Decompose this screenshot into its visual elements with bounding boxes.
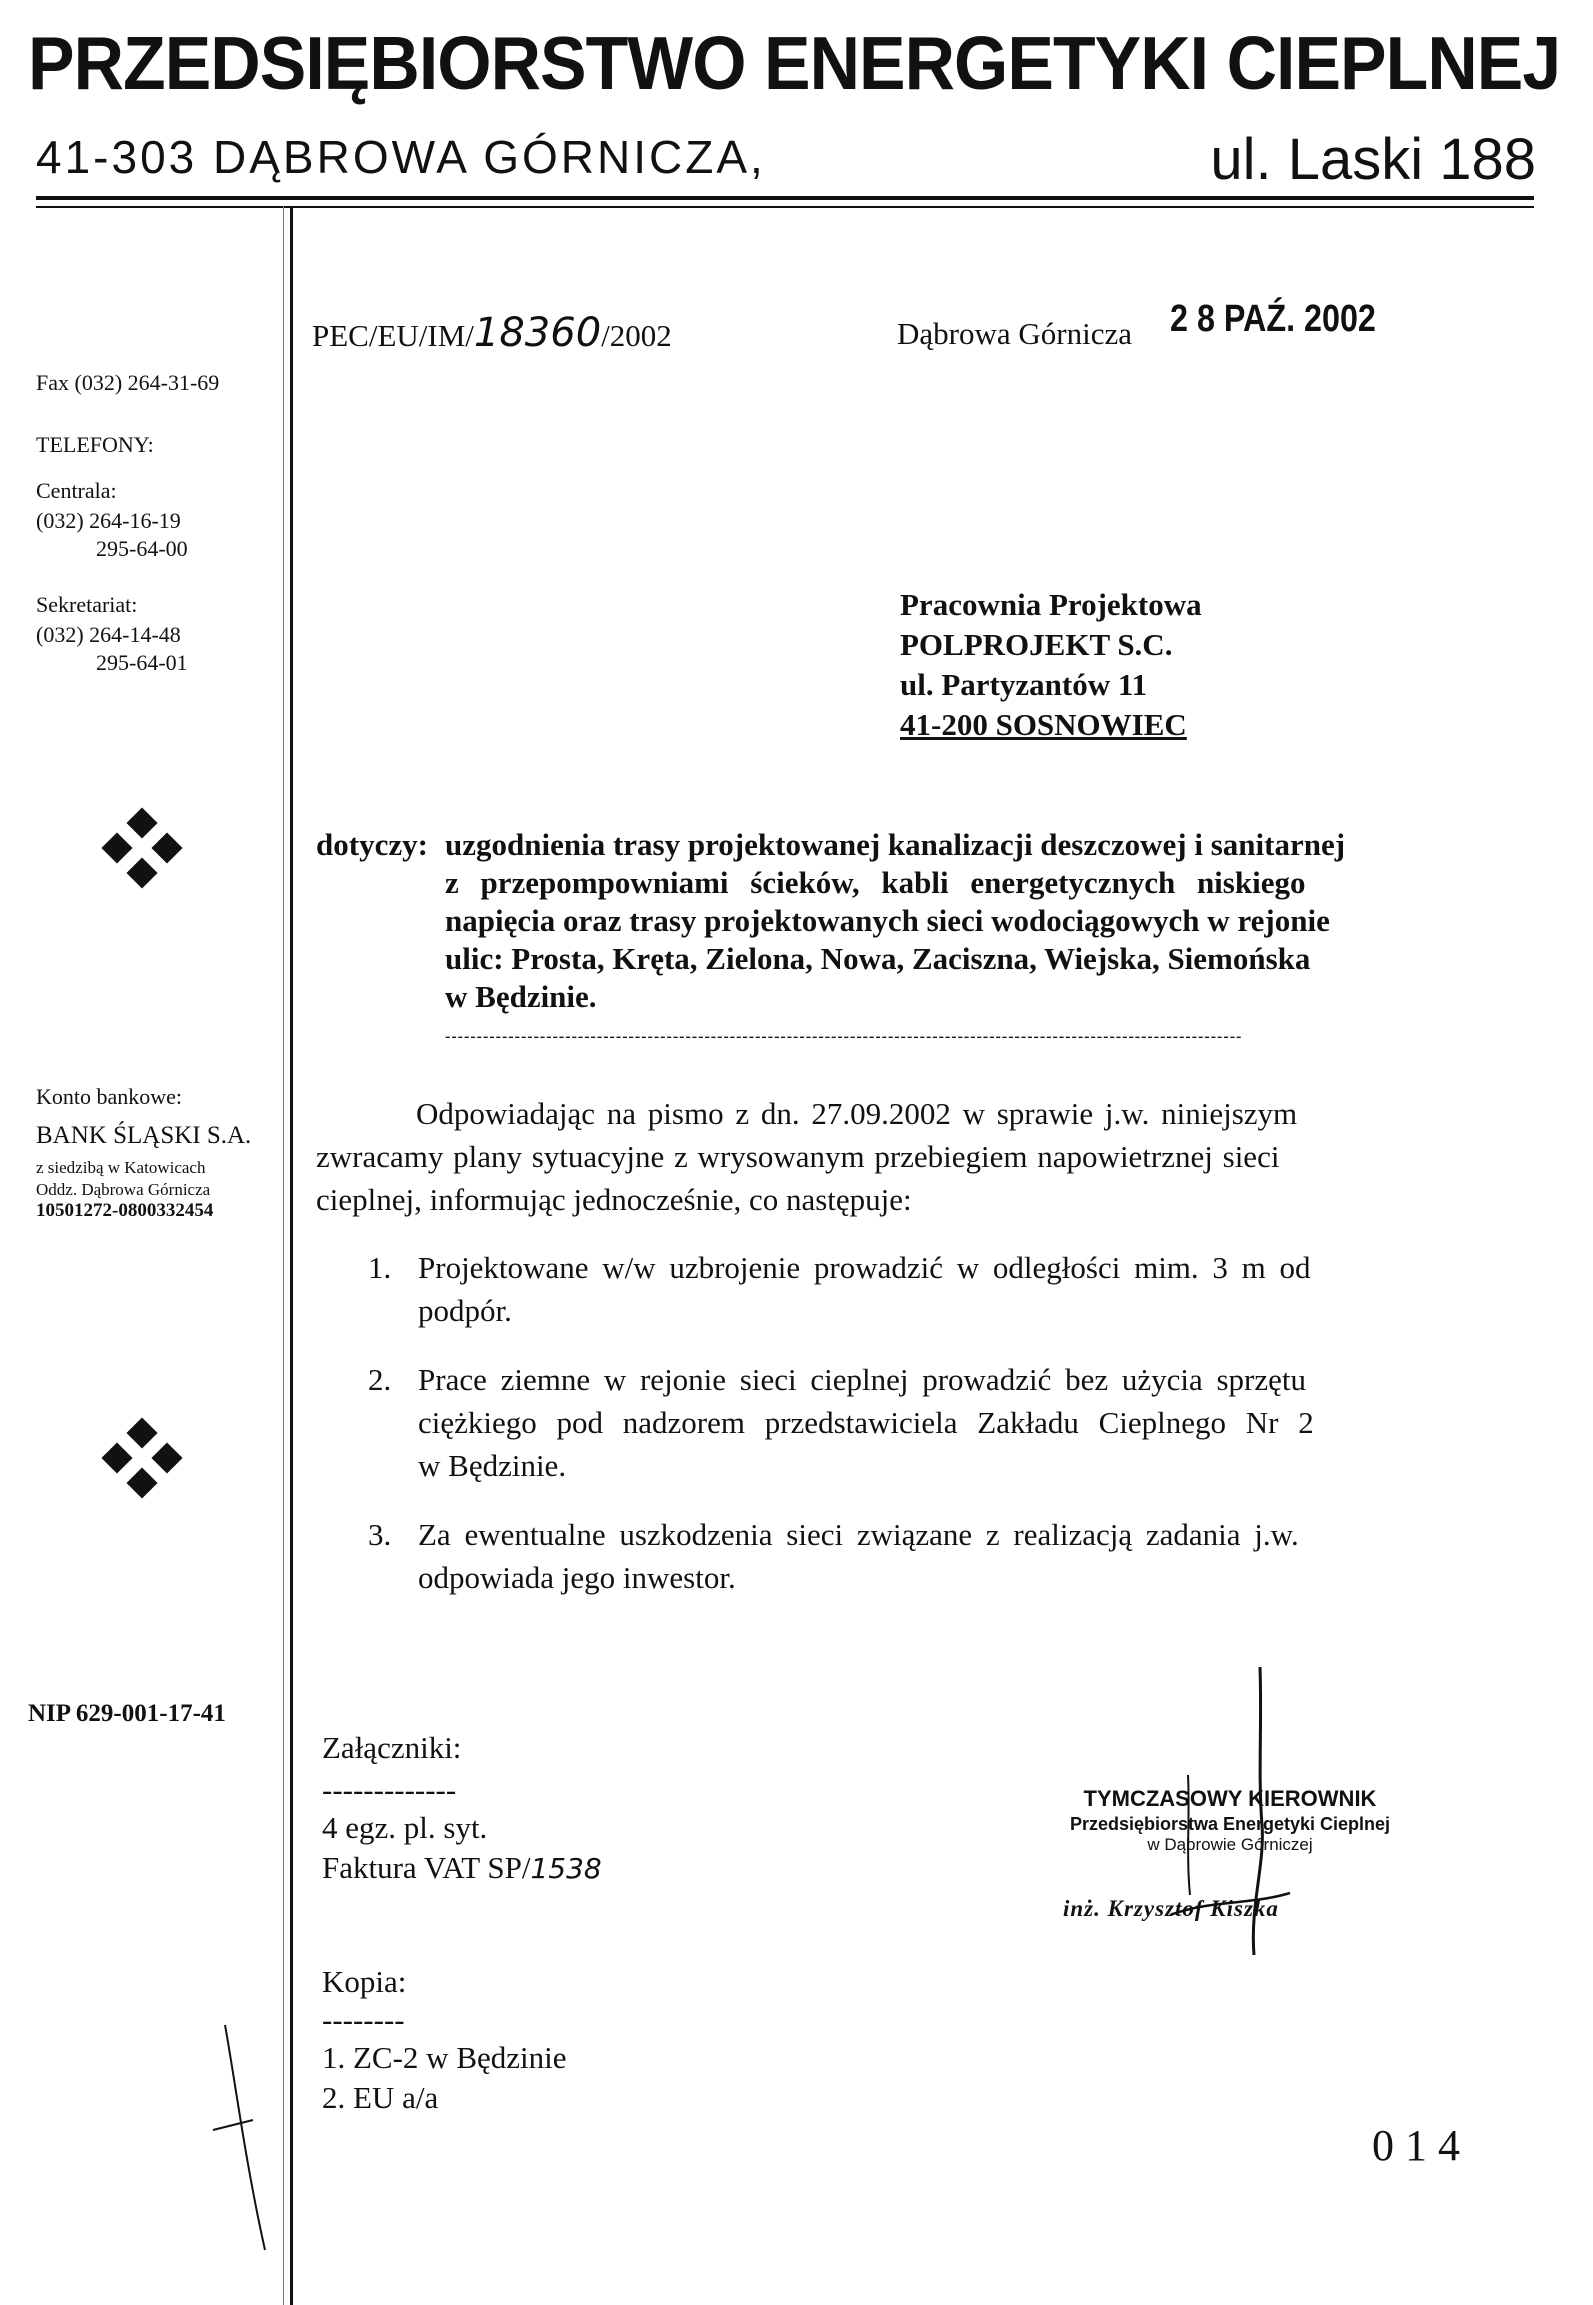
company-name: PRZEDSIĘBIORSTWO ENERGETYKI CIEPLNEJ [28,21,1561,105]
attachment-item: 4 egz. pl. syt. [322,1810,488,1845]
header-rule-thin [36,206,1534,208]
company-address [36,127,1536,200]
bank-label: Konto bankowe: [36,1084,183,1109]
header-rule [36,196,1534,200]
diamond-ornament [98,806,186,894]
list-item: 3. Za ewentualne uszkodzenia sieci związane z realizacją zadania j.w. odpowiada jego inwestor. [368,1517,1299,1595]
bank-seat: z siedzibą w Katowicach [36,1158,206,1177]
attachments-label: Załączniki: [322,1730,462,1765]
secretariat-phone-2: 295-64-01 [96,650,188,675]
bank-name: BANK ŚLĄSKI S.A. [36,1122,252,1149]
body-paragraph: Odpowiadając na pismo z dn. 27.09.2002 w sprawie j.w. niniejszym zwracamy plany sytuacyjne z wrysowanym przebiegiem napowietrznej sieci cieplnej, informując jednocześnie, co następuje: [316,1096,1298,1217]
copies-separator: -------- [322,2002,405,2037]
subject-label: dotyczy: [316,827,428,862]
bank-branch: Oddz. Dąbrowa Górnicza [36,1180,211,1199]
letter-place: Dąbrowa Górnicza [897,316,1132,351]
reference-handwritten: 18360 [473,310,602,356]
signatory-name: inż. Krzysztof Kiszka [1063,1896,1279,1921]
list-item: 2. Prace ziemne w rejonie sieci cieplnej prowadzić bez użycia sprzętu ciężkiego pod nadzorem przedstawiciela Zakładu Cieplnego Nr 2 w Będzinie. [368,1362,1314,1483]
recipient-line-2: POLPROJEKT S.C. [900,627,1173,662]
fax-number: Fax (032) 264-31-69 [36,370,220,395]
reference-number [312,312,672,357]
central-label: Centrala: [36,478,117,503]
secretariat-label: Sekretariat: [36,592,138,617]
central-phone: (032) 264-16-19 [36,508,181,533]
subject-text: uzgodnienia trasy projektowanej kanalizacji deszczowej i sanitarnej z przepompowniami ścieków, kabli energetycznych niskiego napięcia oraz trasy projektowanych sieci wodociągowych w rejonie ulic: Prosta, Kręta, Zielona, Nowa, Zaciszna, Wiejska, Siemońska w Będzinie. [445,827,1346,1014]
date-stamp: 2 8 PAŹ. 2002 [1170,298,1376,340]
recipient-line-4: 41-200 SOSNOWIEC [900,707,1187,742]
reference-suffix: /2002 [601,318,672,353]
address-street: ul. Laski 188 [1210,127,1536,192]
recipient-line-1: Pracownia Projektowa [900,587,1202,622]
reference-prefix: PEC/EU/IM/ [312,318,474,353]
copy-recipient: 2. EU a/a [322,2080,439,2115]
handwritten-signature [1150,1665,1310,1965]
page-number: 0 1 4 [1372,2121,1460,2170]
copy-recipient: 1. ZC-2 w Będzinie [322,2040,567,2075]
nip-number: NIP 629-001-17-41 [28,1700,226,1727]
sidebar-divider [290,206,293,2305]
address-city: 41-303 DĄBROWA GÓRNICZA, [36,131,766,183]
list-item: 1. Projektowane w/w uzbrojenie prowadzić w odległości mim. 3 m od podpór. [368,1250,1311,1328]
central-phone-2: 295-64-00 [96,536,188,561]
sidebar-divider-thin [283,206,284,2305]
subject-separator: ------------------------------------------------------------------------------------------------------------------------------ [445,1028,1243,1045]
signatory-title: TYMCZASOWY KIEROWNIK [1083,1786,1377,1811]
numbered-list [368,1246,1428,1599]
recipient-line-3: ul. Partyzantów 11 [900,667,1148,702]
secretariat-phone: (032) 264-14-48 [36,622,181,647]
signatory-org: Przedsiębiorstwa Energetyki Cieplnej [1069,1814,1391,1834]
copies-label: Kopia: [322,1964,407,1999]
signatory-org-city: w Dąbrowie Górniczej [1147,1835,1313,1854]
bank-account: 10501272-0800332454 [36,1200,214,1221]
attachment-item: Faktura VAT SP/1538 [322,1850,602,1885]
attachments-separator: ------------- [322,1772,457,1807]
phones-heading: TELEFONY: [36,432,154,457]
diamond-ornament-2 [98,1416,186,1504]
handwritten-mark [205,2020,285,2260]
